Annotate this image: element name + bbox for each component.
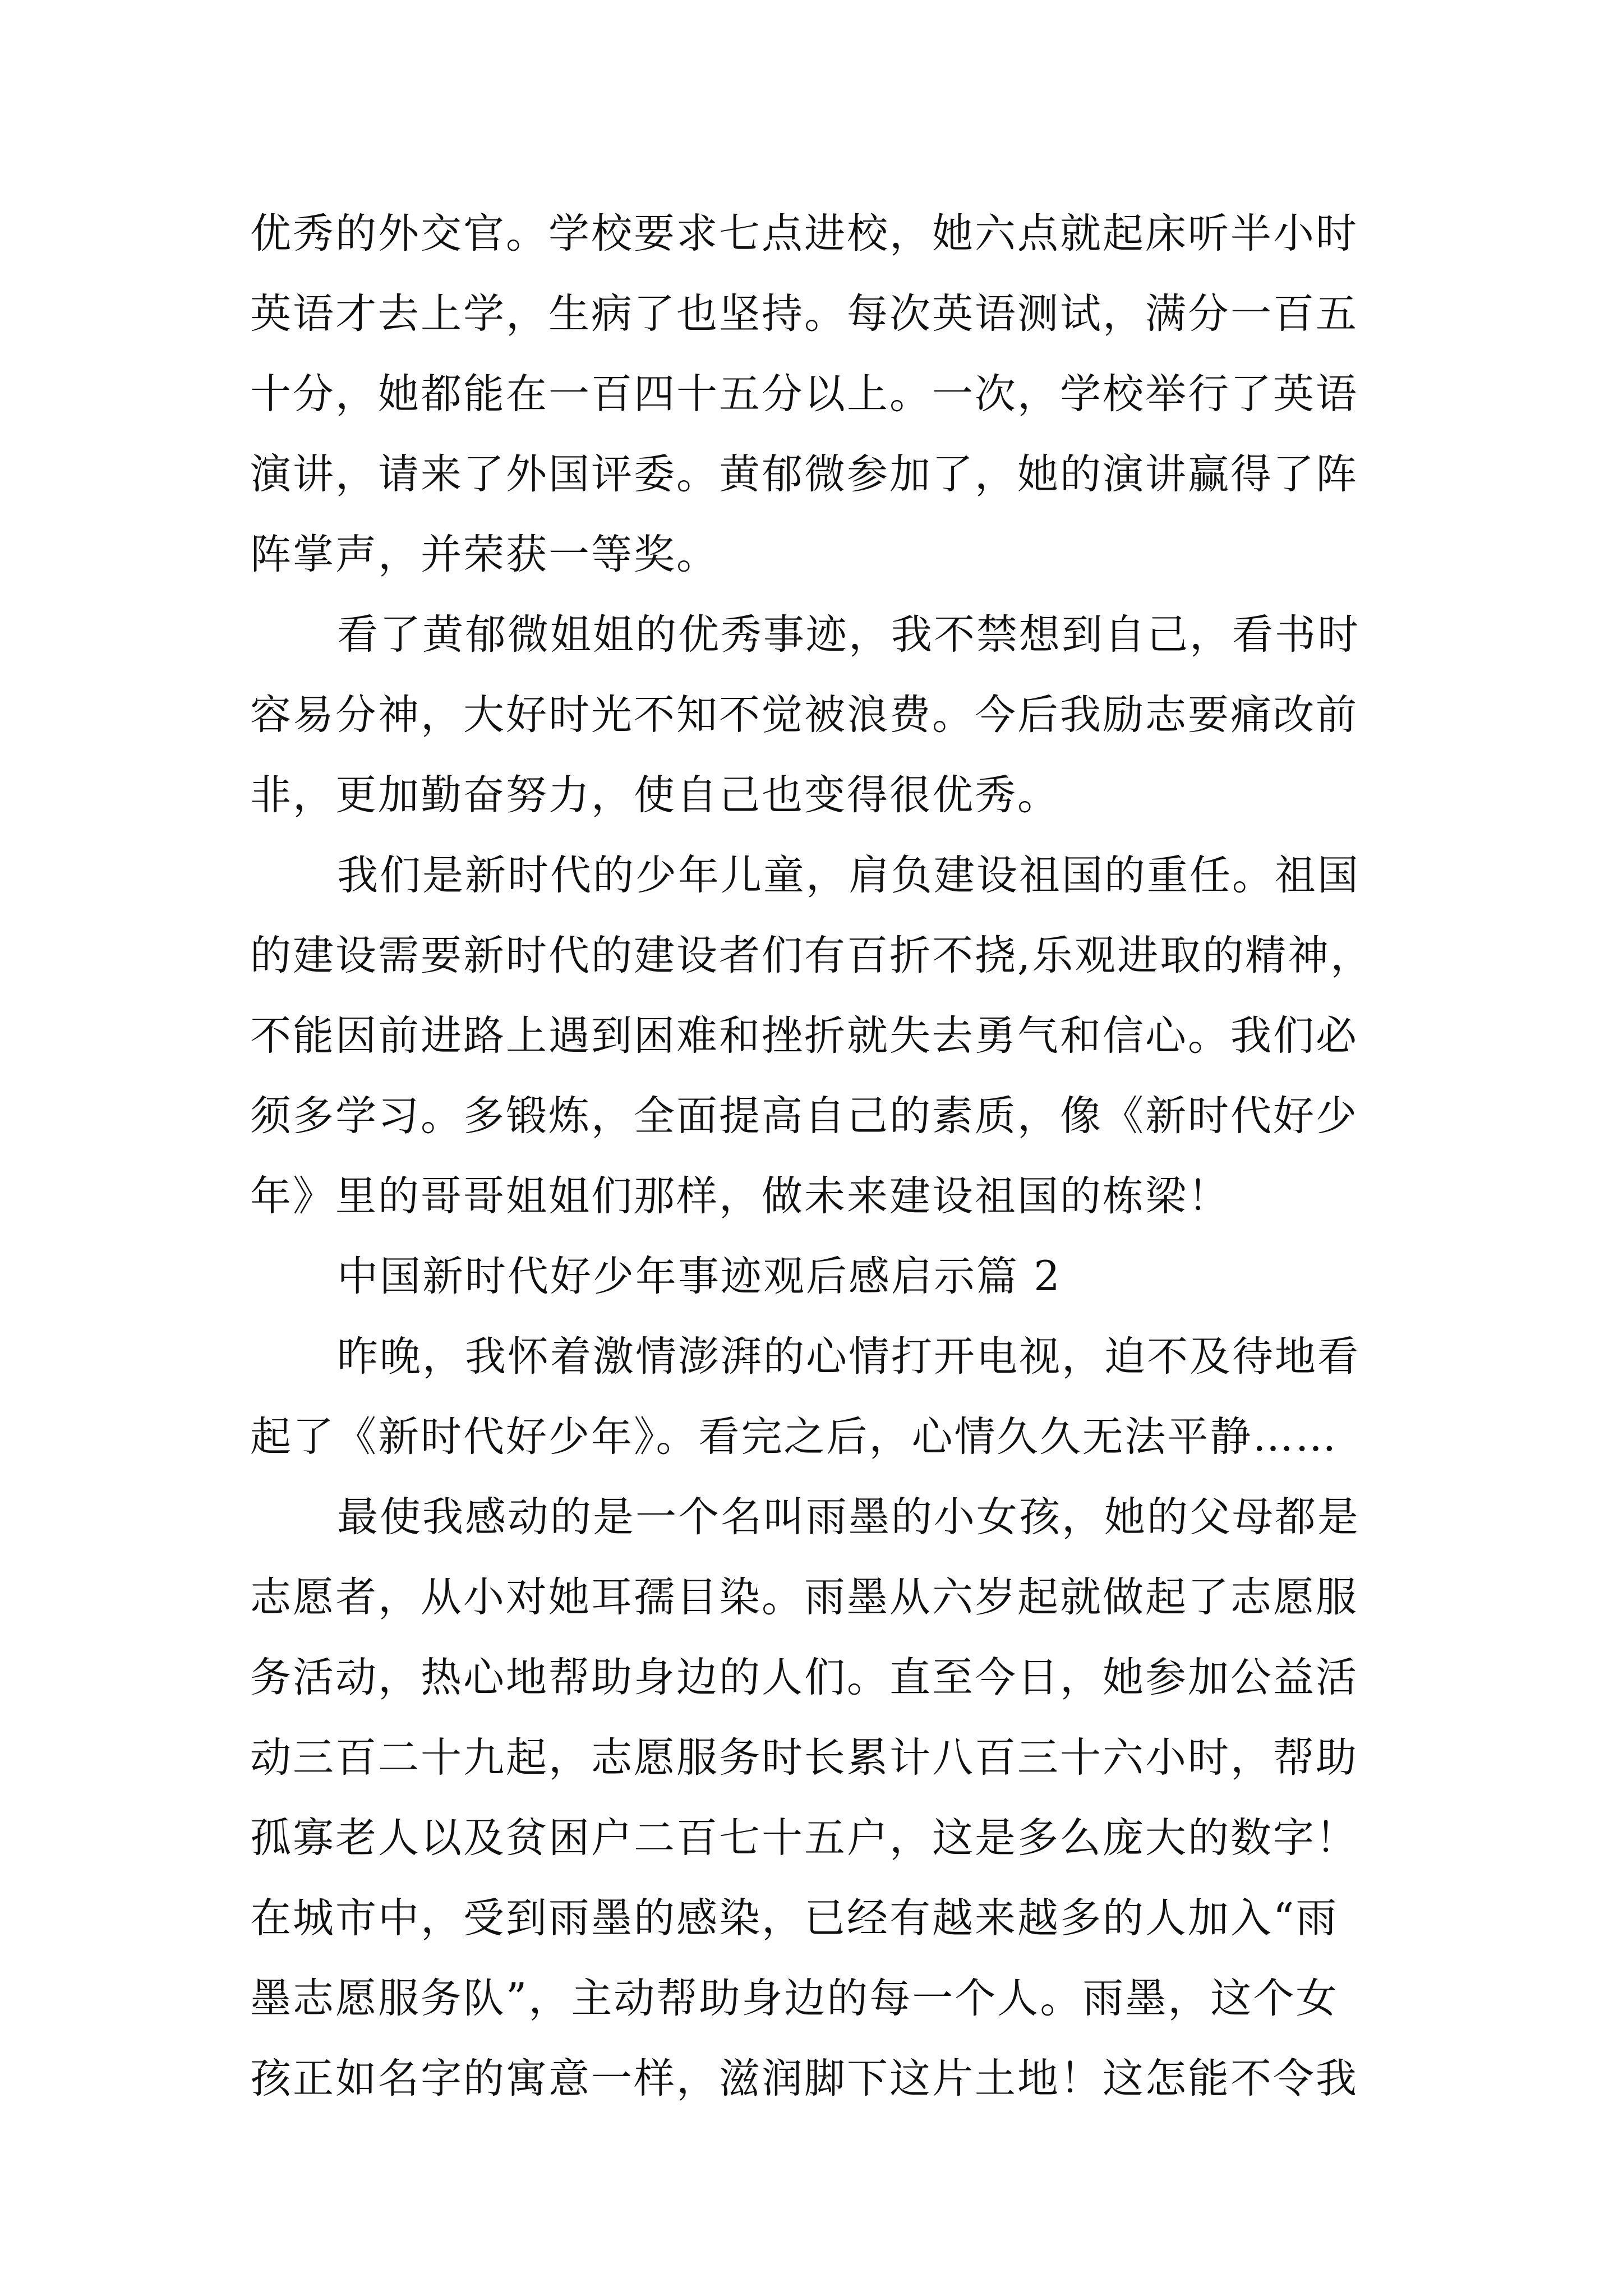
text-line: 务活动，热心地帮助身边的人们。直至今日，她参加公益活 <box>250 1654 1358 1701</box>
paragraph-start-line: 最使我感动的是一个名叫雨墨的小女孩，她的父母都是 <box>337 1493 1360 1541</box>
text-line: 孤寡老人以及贫困户二百七十五户，这是多么庞大的数字！ <box>250 1814 1358 1862</box>
text-line: 动三百二十九起，志愿服务时长累计八百三十六小时，帮助 <box>250 1734 1358 1782</box>
text-line: 须多学习。多锻炼，全面提高自己的素质，像《新时代好少 <box>250 1092 1358 1140</box>
text-line: 十分，她都能在一百四十五分以上。一次，学校举行了英语 <box>250 370 1358 418</box>
text-line: 英语才去上学，生病了也坚持。每次英语测试，满分一百五 <box>250 290 1358 338</box>
text-line: 容易分神，大好时光不知不觉被浪费。今后我励志要痛改前 <box>250 691 1358 739</box>
text-line: 不能因前进路上遇到困难和挫折就失去勇气和信心。我们必 <box>250 1012 1358 1060</box>
document-body <box>250 194 1390 2119</box>
section-heading: 中国新时代好少年事迹观后感启示篇 2 <box>337 1253 1062 1300</box>
paragraph-start-line: 看了黄郁微姐姐的优秀事迹，我不禁想到自己，看书时 <box>337 611 1360 659</box>
text-line: 墨志愿服务队”，主动帮助身边的每一个人。雨墨，这个女 <box>250 1975 1339 2022</box>
text-line: 演讲，请来了外国评委。黄郁微参加了，她的演讲赢得了阵 <box>250 450 1358 498</box>
text-line: 非，更加勤奋努力，使自己也变得很优秀。 <box>250 771 1060 819</box>
text-line: 阵掌声，并荣获一等奖。 <box>250 531 719 578</box>
text-line: 在城市中，受到雨墨的感染，已经有越来越多的人加入“雨 <box>250 1894 1339 1942</box>
text-line: 年》里的哥哥姐姐们那样，做未来建设祖国的栋梁！ <box>250 1172 1230 1220</box>
text-line: 优秀的外交官。学校要求七点进校，她六点就起床听半小时 <box>250 210 1358 257</box>
paragraph-start-line: 我们是新时代的少年儿童，肩负建设祖国的重任。祖国 <box>337 852 1360 899</box>
text-line: 起了《新时代好少年》。看完之后，心情久久无法平静…… <box>250 1413 1338 1461</box>
text-line: 孩正如名字的寓意一样，滋润脚下这片土地！这怎能不令我 <box>250 2055 1358 2102</box>
paragraph-start-line: 昨晚，我怀着激情澎湃的心情打开电视，迫不及待地看 <box>337 1333 1360 1381</box>
text-line: 的建设需要新时代的建设者们有百折不挠,乐观进取的精神， <box>250 932 1373 979</box>
text-line: 志愿者，从小对她耳孺目染。雨墨从六岁起就做起了志愿服 <box>250 1573 1358 1621</box>
